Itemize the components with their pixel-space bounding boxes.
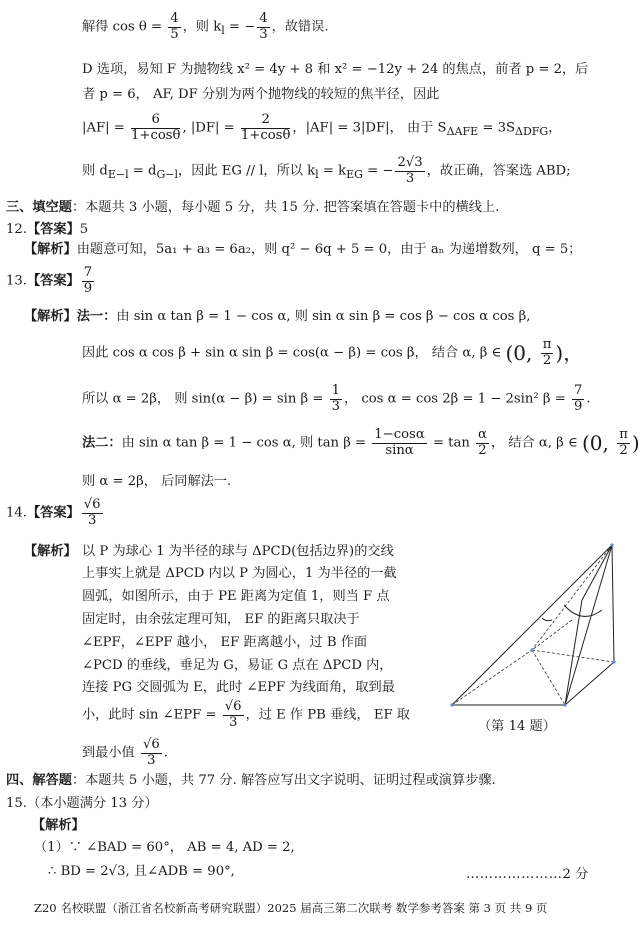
numerator: 4 [170, 11, 179, 26]
text: , |DF| = [182, 120, 239, 136]
fraction [241, 113, 290, 143]
denominator: 2 [619, 442, 628, 458]
text: ，故正确，答案选 ABD; [426, 163, 571, 179]
numerator: 7 [573, 383, 583, 398]
edge-bc [565, 662, 614, 705]
fraction [372, 428, 426, 458]
text: 因此 cos α cos β + sin α sin β = cos(α − β) = cos β， 结合 α, β ∈ [82, 345, 506, 361]
text: ，故错误. [271, 19, 329, 35]
denominator: sinα [385, 442, 414, 458]
q12-answer [6, 222, 88, 238]
numerator: √6 [224, 699, 242, 714]
text: (0, [505, 341, 539, 366]
numerator: √6 [142, 737, 160, 752]
line-pg [582, 545, 612, 600]
numerator: 2 [241, 113, 290, 129]
fraction [476, 428, 489, 458]
arc [564, 605, 602, 616]
fraction [395, 156, 424, 186]
answer-label: 【答案】 [26, 273, 80, 289]
subscript: ΔAFE [446, 125, 479, 139]
text: 解得 cos θ = [82, 19, 167, 35]
angle-mark [542, 618, 552, 621]
denominator: 1+cosθ [240, 127, 291, 143]
edge-pc [612, 545, 614, 662]
q13-method1 [24, 309, 530, 325]
q13-answer [6, 266, 96, 296]
denominator: 5 [170, 26, 179, 42]
text: = d [128, 163, 157, 179]
line-ef-hidden [532, 620, 572, 650]
text: |AF| = [82, 120, 129, 136]
question-number: 12. [6, 222, 27, 237]
q14-line7: 连接 PG 交圆弧为 E，此时 ∠EPF 为线面角，取到最 [82, 680, 395, 695]
fraction [141, 738, 162, 768]
numerator: 7 [83, 265, 93, 280]
subscript: EG [346, 168, 363, 182]
numerator: 2√3 [397, 155, 423, 170]
fraction [541, 338, 554, 368]
text: . [586, 391, 591, 407]
question-number: 13. [6, 273, 27, 289]
q14-line9 [82, 738, 168, 768]
denominator: 3 [228, 714, 238, 730]
text: )， [555, 341, 584, 366]
point-d [530, 648, 533, 651]
text: = 3S [478, 120, 515, 136]
section-fill-blank [6, 200, 499, 216]
denominator: 3 [259, 26, 268, 42]
q15-score [466, 867, 588, 883]
question-number: 14. [6, 505, 27, 521]
leader-dots: ………………… [466, 867, 563, 882]
q14-answer [6, 498, 105, 528]
q14-line6: ∠PCD 的垂线，垂足为 G，易证 G 点在 ΔPCD 内， [82, 658, 393, 673]
numerator: π [542, 337, 552, 352]
denominator: 3 [405, 170, 415, 186]
section-label: 四、解答题 [6, 773, 72, 788]
q15-line2: ∴ BD = 2√3, 且∠ADB = 90°, [48, 864, 235, 879]
denominator: 2 [478, 442, 487, 458]
numerator: 1−cosα [374, 427, 425, 442]
text: 到最小值 [82, 745, 139, 761]
score: 2 分 [562, 867, 589, 882]
q15-title: 15.（本小题满分 13 分） [6, 796, 158, 811]
section-label: 三、填空题 [6, 200, 72, 215]
line-option-d: D 选项，易知 F 为抛物线 x² = 4y + 8 和 x² = −12y + 24 的焦点，前者 p = 2，后 [82, 62, 589, 77]
method-label: 法二： [82, 435, 122, 451]
q14-line2: 上事实上就是 ΔPCD 内以 P 为圆心，1 为半径的一截 [82, 566, 397, 581]
text: (0, [581, 431, 616, 456]
method-label: 法一： [76, 309, 117, 324]
denominator: 9 [83, 280, 93, 296]
point-a [450, 703, 453, 706]
denominator: 3 [147, 752, 156, 768]
text: = − [362, 163, 394, 179]
answer-value: 5 [79, 222, 89, 237]
line-af-df [82, 113, 561, 143]
subscript: ΔDFG [515, 125, 549, 139]
point-c [612, 660, 615, 663]
q14-analysis-label [24, 544, 77, 560]
text: ) [631, 431, 640, 456]
fraction [168, 12, 180, 42]
answer-label: 【答案】 [26, 505, 80, 521]
line-distance [82, 156, 571, 186]
denominator: 1+cosθ [131, 127, 181, 143]
q13-line5: 则 α = 2β， 后同解法一. [82, 474, 232, 489]
line-cos-theta [82, 12, 329, 42]
text: ， [548, 120, 562, 136]
q14-line4: 固定时，由余弦定理可知， EF 的距离只取决于 [82, 612, 360, 627]
numerator: √6 [83, 497, 101, 512]
text: = − [224, 19, 256, 35]
denominator: 3 [87, 512, 97, 528]
text: ，因此 EG // l，所以 k [178, 163, 316, 179]
page-footer: Z20 名校联盟（浙江省名校新高考研究联盟）2025 届高三第二次联考 数学参考答案 第 3 页 共 9 页 [34, 901, 548, 915]
text: 由 sin α tan β = 1 − cos α, 则 sin α sin β = cos β − cos α cos β, [116, 309, 531, 324]
fraction [82, 266, 94, 296]
analysis-text: 由题意可知，5a₁ + a₃ = 6a₂，则 q² − 6q + 5 = 0，由于 aₙ 为递增数列， q = 5； [76, 242, 582, 257]
fraction [82, 498, 103, 528]
text: 小，此时 sin ∠EPF = [82, 707, 221, 723]
line-focal-radius: 者 p = 6， AF, DF 分别为两个抛物线的较短的焦半径，因此 [82, 87, 440, 102]
subscript: l [221, 24, 225, 38]
fraction [330, 384, 342, 414]
analysis-label: 【解析】 [24, 544, 77, 559]
numerator: π [619, 427, 628, 442]
text: ， cos α = cos 2β = 1 − 2sin² β = [343, 391, 570, 407]
text: . [163, 745, 168, 761]
section-text: ：本题共 5 小题，共 77 分. 解答应写出文字说明、证明过程或演算步骤. [71, 773, 496, 788]
q12-analysis [24, 242, 581, 258]
text: = k [318, 163, 347, 179]
numerator: 1 [331, 383, 340, 398]
q14-line1: 以 P 为球心 1 为半径的球与 ΔPCD(包括边界)的交线 [82, 544, 394, 559]
text: ，过 E 作 PB 垂线， EF 取 [245, 707, 410, 723]
section-answer [6, 773, 496, 789]
fraction [572, 384, 584, 414]
q15-line1: （1）∵ ∠BAD = 60°， AB = 4, AD = 2, [34, 840, 295, 855]
text: 由 sin α tan β = 1 − cos α, 则 tan β = [121, 435, 371, 451]
text: ，则 k [182, 19, 222, 35]
denominator: 3 [331, 398, 340, 414]
text: 所以 α = 2β， 则 sin(α − β) = sin β = [82, 391, 328, 407]
fraction [257, 12, 269, 42]
answer-label: 【答案】 [26, 222, 80, 237]
fraction [131, 113, 180, 143]
text: ，|AF| = 3|DF|， 由于 S [292, 120, 447, 136]
text: = tan [428, 435, 475, 451]
subscript: G−l [156, 168, 179, 182]
q14-line3: 圆弧，如图所示，由于 PE 距离为定值 1，则当 F 点 [82, 589, 390, 604]
fraction [617, 428, 630, 458]
analysis-label: 【解析】 [32, 818, 85, 833]
edge-dc-hidden [532, 650, 614, 662]
numerator: 6 [131, 113, 180, 129]
point-p [610, 543, 613, 546]
edge-pd-hidden [532, 545, 612, 650]
q15-analysis-label [32, 818, 85, 834]
numerator: α [478, 427, 487, 442]
denominator: 9 [573, 398, 583, 414]
figure-caption: （第 14 题） [478, 719, 556, 734]
subscript: l [315, 168, 319, 182]
q13-line2 [82, 338, 583, 368]
fraction [223, 700, 244, 730]
numerator: 4 [259, 11, 268, 26]
point-b [563, 703, 566, 706]
section-text: ：本题共 3 小题，每小题 5 分，共 15 分. 把答案填在答题卡中的横线上. [71, 200, 500, 215]
q14-line5: ∠EPF，∠EPF 越小， EF 距离越小，过 B 作面 [82, 635, 368, 650]
subscript: E−l [107, 168, 129, 182]
text: 则 d [82, 163, 108, 179]
line-db-hidden [532, 650, 565, 705]
analysis-label: 【解析】 [24, 242, 77, 257]
edge-ad-hidden [452, 650, 532, 705]
analysis-label: 【解析】 [24, 309, 77, 324]
q13-method2 [82, 428, 640, 458]
q13-line3 [82, 384, 591, 414]
q14-line8 [82, 700, 410, 730]
denominator: 2 [542, 352, 552, 368]
pyramid-figure [442, 540, 622, 715]
text: ， 结合 α, β ∈ [490, 435, 582, 451]
